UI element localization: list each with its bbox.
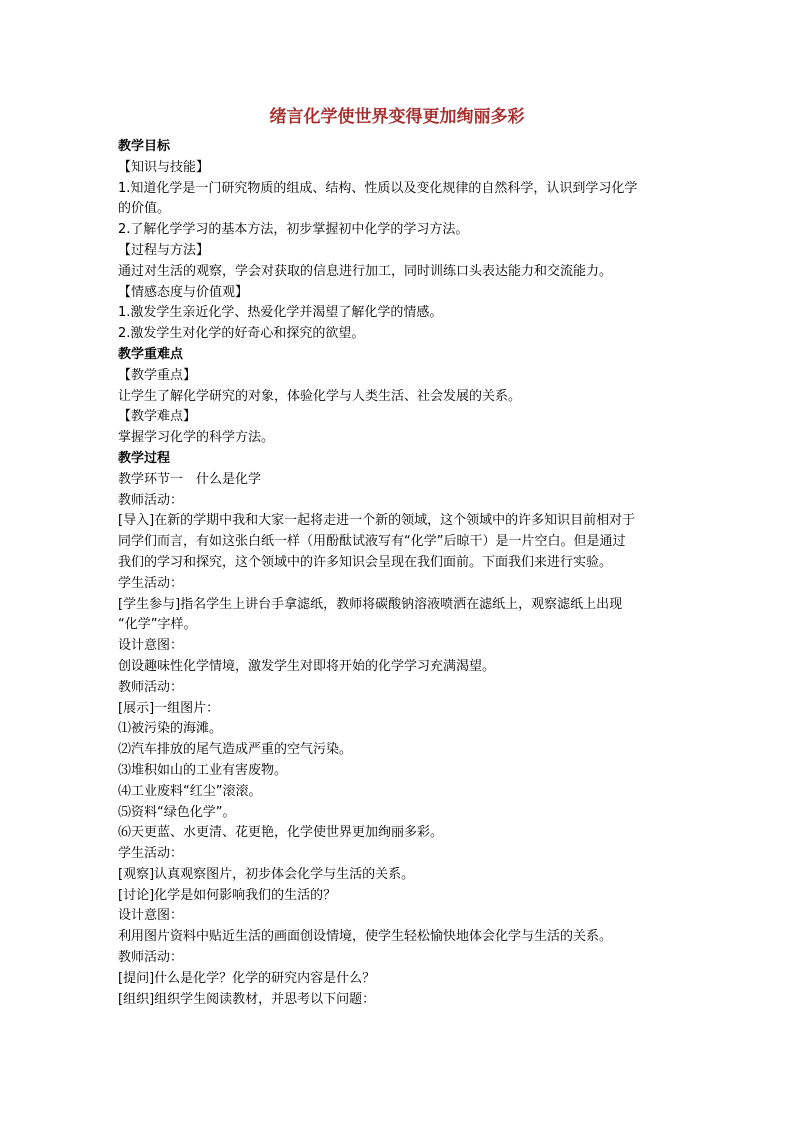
text-line: 的价值。 (118, 201, 171, 217)
text-line: 【教学难点】 (118, 409, 197, 425)
text-line: 【知识与技能】 (118, 159, 210, 175)
text-line: 学生活动： (118, 575, 184, 591)
text-line: “化学”字样。 (118, 617, 197, 633)
text-line: 设计意图： (118, 638, 184, 654)
text-line: 1.知道化学是一门研究物质的组成、结构、性质以及变化规律的自然科学，认识到学习化学 (118, 180, 638, 196)
text-line: ⑸资料“绿色化学”。 (118, 804, 236, 820)
text-line: 掌握学习化学的科学方法。 (118, 430, 275, 446)
text-line: [提问]什么是化学？化学的研究内容是什么？ (118, 970, 376, 986)
text-line: ⑹天更蓝、水更清、花更艳，化学使世界更加绚丽多彩。 (118, 825, 444, 841)
text-line: 1.激发学生亲近化学、热爱化学并渴望了解化学的情感。 (118, 305, 443, 321)
text-line: 2.了解化学学习的基本方法，初步掌握初中化学的学习方法。 (118, 222, 469, 238)
text-line: 【教学重点】 (118, 367, 197, 383)
section-heading: 教学过程 (118, 450, 171, 466)
text-line: [导入]在新的学期中我和大家一起将走进一个新的领域，这个领域中的许多知识目前相对于 (118, 513, 636, 529)
text-line: 让学生了解化学研究的对象，体验化学与人类生活、社会发展的关系。 (118, 388, 522, 404)
text-line: ⑶堆积如山的工业有害废物。 (118, 762, 288, 778)
text-line: 2.激发学生对化学的好奇心和探究的欲望。 (118, 326, 365, 342)
text-line: [组织]组织学生阅读教材，并思考以下问题： (118, 991, 376, 1007)
section-heading: 教学目标 (118, 139, 171, 154)
document-title: 绪言化学使世界变得更加绚丽多彩 (269, 107, 525, 127)
text-line: [讨论]化学是如何影响我们的生活的？ (118, 887, 337, 903)
text-line: [学生参与]指名学生上讲台手拿滤纸，教师将碳酸钠溶液喷洒在滤纸上，观察滤纸上出现 (118, 596, 623, 612)
text-line: 利用图片资料中贴近生活的画面创设情境，使学生轻松愉快地体会化学与生活的关系。 (118, 929, 613, 945)
text-line: 设计意图： (118, 908, 184, 924)
text-line: 教学环节一 什么是化学 (118, 471, 262, 487)
text-line: 创设趣味性化学情境，激发学生对即将开始的化学学习充满渴望。 (118, 658, 496, 674)
text-line: ⑴被污染的海滩。 (118, 721, 223, 737)
text-line: 我们的学习和探究，这个领域中的许多知识会呈现在我们面前。下面我们来进行实验。 (118, 554, 613, 570)
text-line: 学生活动： (118, 846, 184, 862)
section-heading: 教学重难点 (118, 346, 184, 362)
text-line: [展示]一组图片： (118, 700, 220, 716)
text-line: 教师活动： (118, 950, 184, 966)
text-line: 教师活动： (118, 679, 184, 695)
text-line: [观察]认真观察图片，初步体会化学与生活的关系。 (118, 866, 415, 882)
text-line: 教师活动： (118, 492, 184, 508)
document-body (118, 137, 678, 1010)
text-line: ⑵汽车排放的尾气造成严重的空气污染。 (118, 742, 353, 758)
text-line: 【过程与方法】 (118, 242, 210, 258)
text-line: ⑷工业废料“红尘”滚滚。 (118, 783, 262, 799)
text-line: 同学们而言，有如这张白纸一样（用酚酞试液写有“化学”后晾干）是一片空白。但是通过 (118, 534, 626, 550)
text-line: 通过对生活的观察，学会对获取的信息进行加工，同时训练口头表达能力和交流能力。 (118, 263, 613, 279)
text-line: 【情感态度与价值观】 (118, 284, 249, 300)
